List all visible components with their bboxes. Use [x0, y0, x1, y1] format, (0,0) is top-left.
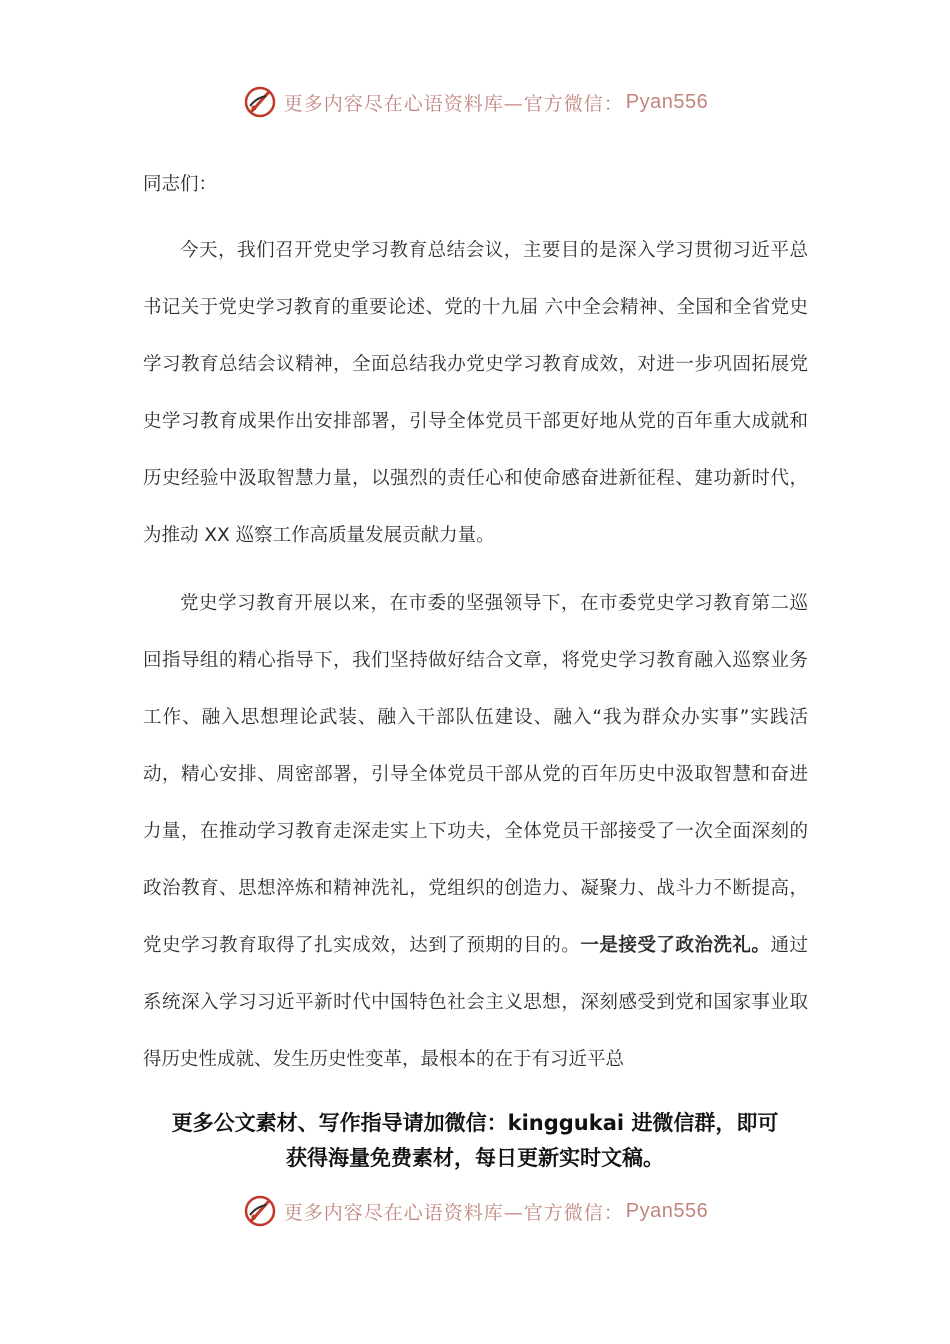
watermark-text: 更多内容尽在心语资料库—官方微信： [283, 92, 624, 115]
paragraph-1: 今天，我们召开党史学习教育总结会议，主要目的是深入学习贯彻习近平总书记关于党史学习教育的重要论述、党的十九届 六中全会精神、全国和全省党史学习教育总结会议精神，全面总结我办党史学习教育成效，对进一步巩固拓展党史学习教育成果作出安排部署，引导全体党员干部更好地从党的百年重大成就和历史经验中汲取智慧力量，以强烈的责任心和使命感奋进新征程、建功新时代，为推动 XX 巡察工作高质量发展贡献力量。 [143, 240, 808, 546]
promo-line-2: 获得海量免费素材，每日更新实时文稿。 [286, 1146, 664, 1170]
watermark-text: 更多内容尽在心语资料库—官方微信： [283, 1201, 624, 1224]
salutation: 同志们： [143, 174, 218, 195]
paragraph-2-highlight: 一是接受了政治洗礼。 [580, 935, 771, 956]
paragraph-2-continuation: 通过系统深入学习习近平新时代中国特色社会主义思想，深刻感受到党和国家事业取得历史性成就、发生历史性变革，最根本的在于有习近平总 [143, 935, 808, 1070]
watermark-wechat-id: Pyan556 [625, 1199, 709, 1222]
pen-logo-icon [242, 84, 278, 120]
paragraph-2-text: 党史学习教育开展以来，在市委的坚强领导下，在市委党史学习教育第二巡回指导组的精心指导下，我们坚持做好结合文章，将党史学习教育融入巡察业务工作、融入思想理论武装、融入干部队伍建设、融入“我为群众办实事”实践活动，精心安排、周密部署，引导全体党员干部从党的百年历史中汲取智慧和奋进力量，在推动学习教育走深走实上下功夫，全体党员干部接受了一次全面深刻的政治教育、思想淬炼和精神洗礼，党组织的创造力、凝聚力、战斗力不断提高，党史学习教育取得了扎实成效，达到了预期的目的。 [143, 593, 808, 956]
watermark-wechat-id: Pyan556 [625, 90, 709, 113]
paragraph-2 [143, 575, 808, 1088]
watermark-header [0, 82, 950, 122]
promo-notice [140, 1106, 810, 1176]
watermark-footer [0, 1191, 950, 1231]
pen-logo-icon [242, 1193, 278, 1229]
promo-line-1: 更多公文素材、写作指导请加微信：kinggukai 进微信群，即可 [171, 1111, 779, 1135]
